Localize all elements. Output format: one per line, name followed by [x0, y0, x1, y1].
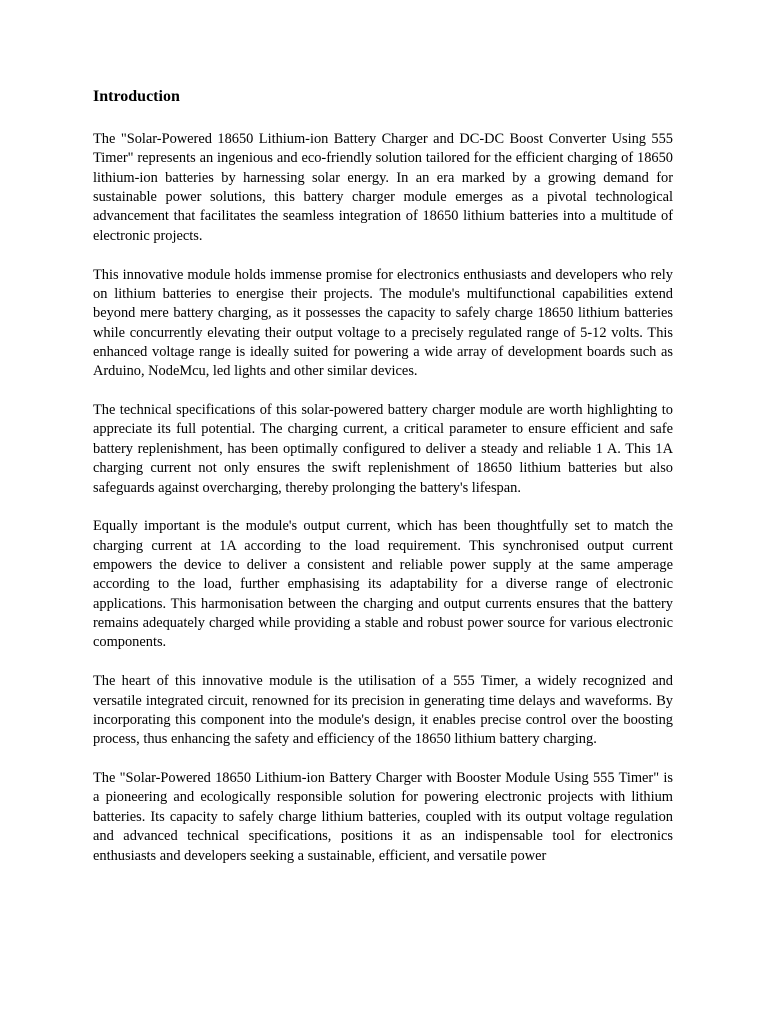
paragraph-technical-specifications: The technical specifications of this solar-powered battery charger module are worth highlighting to appreciate its full potential. The charging current, a critical parameter to ensure efficient and safe battery replenishment, has been optimally configured to deliver a steady and reliable 1 A. This 1A charging current not only ensures the swift replenishment of 18650 lithium batteries but also safeguards against overcharging, thereby prolonging the battery's lifespan. — [93, 402, 673, 496]
paragraph-555-timer: The heart of this innovative module is the utilisation of a 555 Timer, a widely recognized and versatile integrated circuit, renowned for its precision in generating time delays and waveforms. By incorporating this component into the module's design, it enables precise control over the boosting process, thus enhancing the safety and efficiency of the 18650 lithium battery charging. — [93, 673, 673, 748]
paragraph-intro: The "Solar-Powered 18650 Lithium-ion Battery Charger and DC-DC Boost Converter Using 555 Timer" represents an ingenious and eco-friendly solution tailored for the efficient charging of 18650 lithium-ion batteries by harnessing solar energy. In an era marked by a growing demand for sustainable power solutions, this battery charger module emerges as a pivotal technological advancement that facilitates the seamless integration of 18650 lithium batteries into a multitude of electronic projects. — [93, 131, 673, 244]
section-heading: Introduction — [93, 88, 180, 105]
paragraph-output-current: Equally important is the module's output current, which has been thoughtfully set to match the charging current at 1A according to the load requirement. This synchronised output current empowers the device to deliver a consistent and reliable power supply at the same amperage according to the load, further emphasising its adaptability for a diverse range of electronic applications. This harmonisation between the charging and output currents ensures that the battery remains adequately charged while providing a stable and robust power source for various electronic components. — [93, 518, 673, 651]
paragraph-capabilities: This innovative module holds immense promise for electronics enthusiasts and developers who rely on lithium batteries to energise their projects. The module's multifunctional capabilities extend beyond mere battery charging, as it possesses the capacity to safely charge 18650 lithium batteries while concurrently elevating their output voltage to a precisely regulated range of 5-12 volts. This enhanced voltage range is ideally suited for powering a wide array of development boards such as Arduino, NodeMcu, led lights and other similar devices. — [93, 266, 673, 380]
document-page — [93, 86, 673, 866]
paragraph-summary: The "Solar-Powered 18650 Lithium-ion Battery Charger with Booster Module Using 555 Timer" is a pioneering and ecologically responsible solution for powering electronic projects with lithium batteries. Its capacity to safely charge lithium batteries, coupled with its output voltage regulation and advanced technical specifications, positions it as an indispensable tool for electronics enthusiasts and developers seeking a sustainable, efficient, and versatile power — [93, 770, 673, 864]
